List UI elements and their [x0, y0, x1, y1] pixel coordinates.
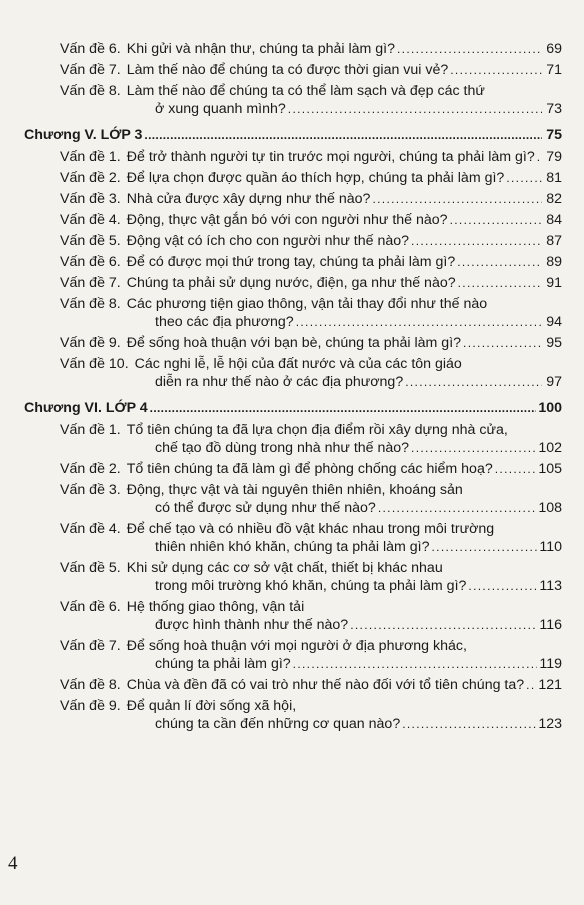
toc-entry[interactable]	[24, 82, 562, 118]
dot-leader	[372, 190, 542, 208]
entry-label: Vấn đề 1.	[60, 149, 121, 165]
entry-title: Để trở thành người tự tin trước mọi người, chúng ta phải làm gì?	[126, 149, 535, 165]
entry-title: Động, thực vật gắn bó với con người như thế nào?	[126, 212, 448, 228]
toc-entry[interactable]	[24, 274, 562, 292]
dot-leader	[405, 373, 542, 391]
table-of-contents	[24, 40, 562, 736]
entry-page-number: 123	[538, 716, 562, 732]
toc-entry[interactable]	[24, 520, 562, 556]
toc-entry[interactable]	[24, 295, 562, 331]
toc-entry[interactable]	[24, 598, 562, 634]
page-number: 4	[8, 853, 18, 874]
entry-line	[24, 313, 562, 331]
entry-title: Làm thế nào để chúng ta có thể làm sạch và đẹp các thứ	[126, 83, 485, 99]
entry-title: trong môi trường khó khăn, chúng ta phải làm gì?	[155, 578, 467, 594]
entry-line	[24, 421, 562, 439]
entry-line	[24, 715, 562, 733]
chapter-line	[24, 126, 562, 144]
chapter-heading	[24, 399, 562, 417]
entry-page-number: 110	[539, 539, 562, 555]
entry-label: Vấn đề 3.	[60, 482, 121, 498]
entry-line	[24, 100, 562, 118]
entry-title: Hệ thống giao thông, vận tải	[126, 599, 305, 615]
toc-entry[interactable]	[24, 253, 562, 271]
entry-label: Vấn đề 4.	[60, 212, 121, 228]
dot-leader	[411, 232, 542, 250]
entry-title: có thể được sử dụng như thế nào?	[155, 500, 376, 516]
entry-label: Vấn đề 8.	[60, 83, 121, 99]
entry-line	[24, 295, 562, 313]
entry-title: Làm thế nào để chúng ta có được thời gian vui vẻ?	[126, 62, 449, 78]
toc-entry[interactable]	[24, 61, 562, 79]
chapter-title: Chương V. LỚP 3	[24, 127, 143, 143]
entry-title: Để có được mọi thứ trong tay, chúng ta phải làm gì?	[126, 254, 456, 270]
entry-line	[24, 655, 562, 673]
entry-page-number: 81	[546, 170, 562, 186]
entry-title: Tổ tiên chúng ta đã làm gì để phòng chống các hiểm hoạ?	[126, 461, 493, 477]
entry-line	[24, 577, 562, 595]
dot-leader	[144, 126, 542, 144]
entry-page-number: 89	[546, 254, 562, 270]
entry-page-number: 121	[538, 677, 562, 693]
entry-line	[24, 334, 562, 352]
dot-leader	[463, 334, 542, 352]
toc-entry[interactable]	[24, 559, 562, 595]
entry-label: Vấn đề 6.	[60, 599, 121, 615]
entry-title: Để sống hoà thuận với bạn bè, chúng ta phải làm gì?	[126, 335, 462, 351]
entry-title: Để chế tạo và có nhiều đồ vật khác nhau trong môi trường	[126, 521, 495, 537]
entry-page-number: 91	[546, 275, 562, 291]
entry-line	[24, 598, 562, 616]
entry-title: Chúng ta phải sử dụng nước, điện, ga như thế nào?	[126, 275, 456, 291]
entry-title: Khi sử dụng các cơ sở vật chất, thiết bị khác nhau	[126, 560, 443, 576]
dot-leader	[378, 499, 537, 517]
entry-line	[24, 355, 562, 373]
entry-line	[24, 559, 562, 577]
entry-line	[24, 190, 562, 208]
entry-label: Vấn đề 8.	[60, 296, 121, 312]
entry-page-number: 119	[539, 656, 562, 672]
entry-page-number: 73	[546, 101, 562, 117]
entry-page-number: 71	[546, 62, 562, 78]
toc-entry[interactable]	[24, 460, 562, 478]
dot-leader	[288, 100, 542, 118]
entry-title: chế tạo đồ dùng trong nhà như thế nào?	[155, 440, 410, 456]
toc-entry[interactable]	[24, 481, 562, 517]
toc-entry[interactable]	[24, 40, 562, 58]
entry-page-number: 69	[546, 41, 562, 57]
chapter-line	[24, 399, 562, 417]
entry-label: Vấn đề 6.	[60, 41, 121, 57]
dot-leader	[293, 655, 538, 673]
entry-page-number: 108	[538, 500, 562, 516]
entry-title: Khi gửi và nhận thư, chúng ta phải làm gì?	[126, 41, 395, 57]
dot-leader	[296, 313, 542, 331]
entry-label: Vấn đề 8.	[60, 677, 121, 693]
entry-title: chúng ta phải làm gì?	[155, 656, 291, 672]
entry-line	[24, 520, 562, 538]
entry-line	[24, 232, 562, 250]
entry-line	[24, 439, 562, 457]
dot-leader	[458, 274, 542, 292]
entry-label: Vấn đề 5.	[60, 560, 121, 576]
entry-label: Vấn đề 9.	[60, 698, 121, 714]
entry-label: Vấn đề 5.	[60, 233, 121, 249]
entry-title: Để quản lí đời sống xã hội,	[126, 698, 297, 714]
chapter-heading	[24, 126, 562, 144]
entry-line	[24, 148, 562, 166]
entry-title: diễn ra như thế nào ở các địa phương?	[155, 374, 404, 390]
entry-title: chúng ta cần đến những cơ quan nào?	[155, 716, 401, 732]
dot-leader	[526, 676, 536, 694]
toc-entry[interactable]	[24, 211, 562, 229]
dot-leader	[506, 169, 542, 187]
entry-page-number: 82	[546, 191, 562, 207]
dot-leader	[411, 439, 536, 457]
toc-entry[interactable]	[24, 676, 562, 694]
entry-label: Vấn đề 1.	[60, 422, 121, 438]
entry-title: Để sống hoà thuận với mọi người ở địa phương khác,	[126, 638, 467, 654]
toc-entry[interactable]	[24, 169, 562, 187]
entry-line	[24, 373, 562, 391]
toc-entry[interactable]	[24, 190, 562, 208]
entry-page-number: 84	[546, 212, 562, 228]
dot-leader	[450, 211, 542, 229]
entry-line	[24, 616, 562, 634]
entry-label: Vấn đề 3.	[60, 191, 121, 207]
entry-title: Các nghi lễ, lễ hội của đất nước và của các tôn giáo	[134, 356, 462, 372]
entry-label: Vấn đề 7.	[60, 62, 121, 78]
dot-leader	[457, 253, 542, 271]
dot-leader	[150, 399, 537, 417]
entry-title: Các phương tiện giao thông, vận tải thay đổi như thế nào	[126, 296, 488, 312]
entry-page-number: 97	[546, 374, 562, 390]
entry-line	[24, 211, 562, 229]
entry-line	[24, 61, 562, 79]
chapter-page-number: 75	[546, 127, 562, 143]
entry-line	[24, 697, 562, 715]
dot-leader	[402, 715, 536, 733]
entry-title: Nhà cửa được xây dựng như thế nào?	[126, 191, 371, 207]
entry-label: Vấn đề 2.	[60, 170, 121, 186]
entry-page-number: 105	[538, 461, 562, 477]
entry-page-number: 102	[538, 440, 562, 456]
entry-label: Vấn đề 4.	[60, 521, 121, 537]
dot-leader	[537, 148, 542, 166]
entry-line	[24, 460, 562, 478]
entry-label: Vấn đề 10.	[60, 356, 129, 372]
entry-title: Chùa và đền đã có vai trò như thế nào đối với tổ tiên chúng ta?	[126, 677, 525, 693]
entry-line	[24, 637, 562, 655]
entry-line	[24, 538, 562, 556]
entry-page-number: 116	[539, 617, 562, 633]
dot-leader	[450, 61, 542, 79]
entry-label: Vấn đề 9.	[60, 335, 121, 351]
entry-label: Vấn đề 7.	[60, 275, 121, 291]
entry-page-number: 79	[546, 149, 562, 165]
entry-page-number: 94	[546, 314, 562, 330]
dot-leader	[495, 460, 537, 478]
entry-title: ở xung quanh mình?	[155, 101, 286, 117]
toc-entry[interactable]	[24, 148, 562, 166]
toc-entry[interactable]	[24, 334, 562, 352]
entry-label: Vấn đề 6.	[60, 254, 121, 270]
toc-entry[interactable]	[24, 421, 562, 457]
chapter-page-number: 100	[538, 400, 562, 416]
entry-line	[24, 676, 562, 694]
dot-leader	[432, 538, 538, 556]
entry-page-number: 113	[539, 578, 562, 594]
entry-line	[24, 499, 562, 517]
entry-title: được hình thành như thế nào?	[155, 617, 349, 633]
dot-leader	[397, 40, 542, 58]
entry-title: Tổ tiên chúng ta đã lựa chọn địa điểm rồi xây dựng nhà cửa,	[126, 422, 508, 438]
entry-line	[24, 481, 562, 499]
entry-line	[24, 253, 562, 271]
dot-leader	[350, 616, 537, 634]
entry-label: Vấn đề 7.	[60, 638, 121, 654]
entry-label: Vấn đề 2.	[60, 461, 121, 477]
entry-title: theo các địa phương?	[155, 314, 294, 330]
entry-line	[24, 82, 562, 100]
entry-line	[24, 274, 562, 292]
dot-leader	[468, 577, 537, 595]
entry-page-number: 95	[546, 335, 562, 351]
chapter-title: Chương VI. LỚP 4	[24, 400, 148, 416]
entry-title: Động vật có ích cho con người như thế nào?	[126, 233, 410, 249]
entry-line	[24, 169, 562, 187]
entry-page-number: 87	[546, 233, 562, 249]
toc-entry[interactable]	[24, 232, 562, 250]
entry-title: Để lựa chọn được quần áo thích hợp, chúng ta phải làm gì?	[126, 170, 505, 186]
entry-line	[24, 40, 562, 58]
toc-entry[interactable]	[24, 637, 562, 673]
entry-title: thiên nhiên khó khăn, chúng ta phải làm gì?	[155, 539, 430, 555]
entry-title: Động, thực vật và tài nguyên thiên nhiên, khoáng sản	[126, 482, 463, 498]
toc-entry[interactable]	[24, 697, 562, 733]
toc-entry[interactable]	[24, 355, 562, 391]
